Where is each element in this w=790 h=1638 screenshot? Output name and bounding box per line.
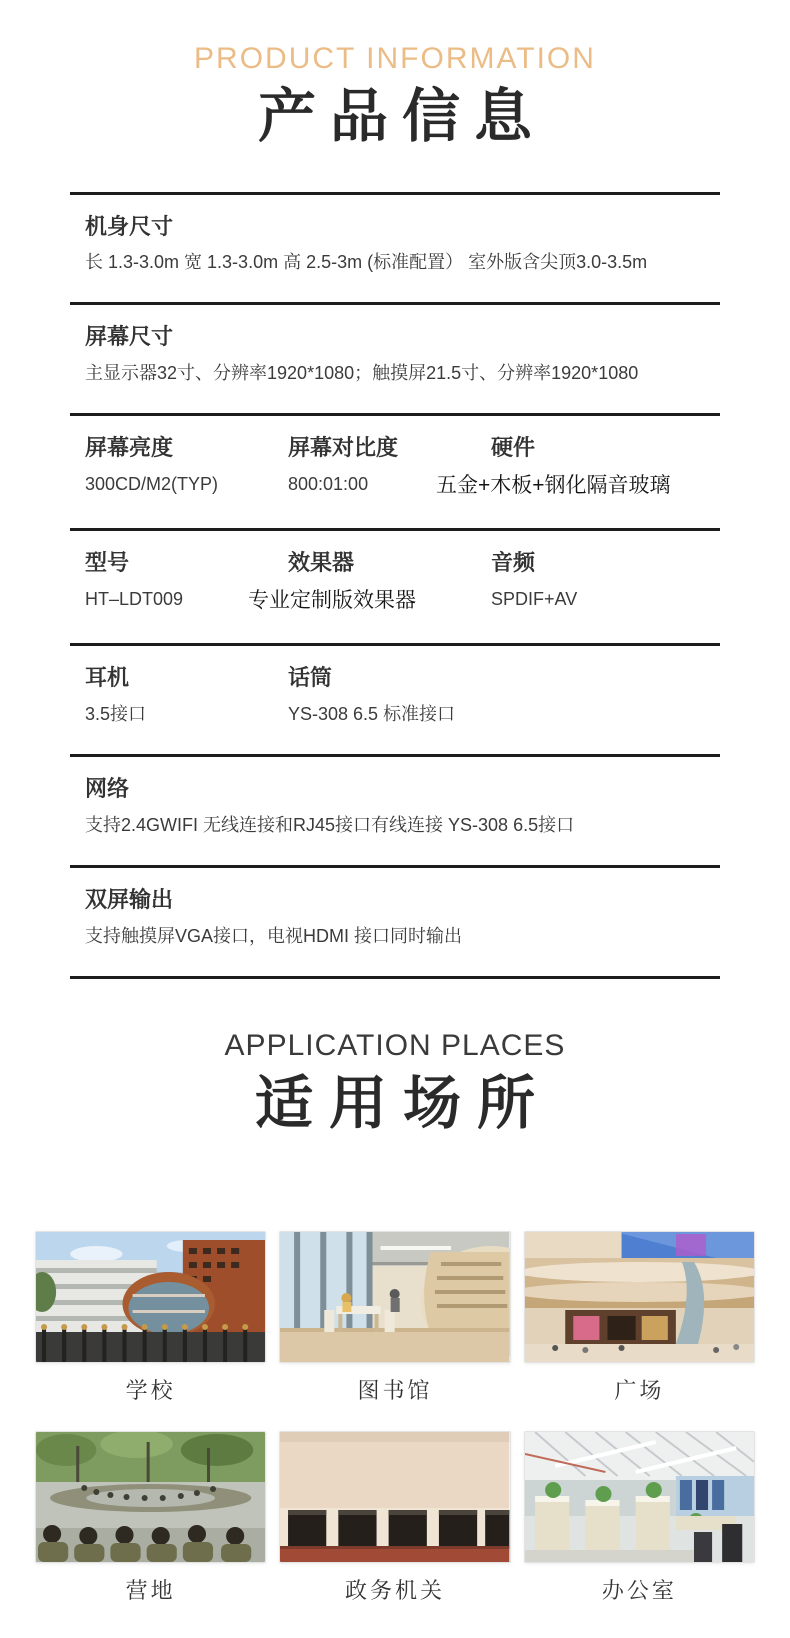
place-card-government (279, 1431, 510, 1605)
spec-value: SPDIF+AV (491, 588, 578, 609)
school-photo (35, 1231, 266, 1363)
product-info-header (0, 0, 790, 152)
spec-label: 网络 (85, 776, 130, 802)
spec-label: 型号 (85, 550, 130, 576)
spec-col-headphone (85, 664, 288, 726)
place-label-plaza: 广场 (614, 1377, 665, 1403)
spec-value: 支持触摸屏VGA接口，电视HDMI 接口同时输出 (85, 925, 463, 946)
spec-value: 主显示器32寸、分辨率1920*1080；触摸屏21.5寸、分辨率1920*1080 (85, 363, 639, 384)
spec-value: 专业定制版效果器 (248, 588, 416, 612)
spec-value: 五金+木板+钢化隔音玻璃 (436, 473, 671, 497)
office-illustration (525, 1432, 754, 1562)
spec-label: 双屏输出 (85, 887, 174, 913)
spec-label: 屏幕尺寸 (85, 324, 174, 350)
spec-label: 硬件 (491, 435, 536, 461)
spec-label: 话筒 (288, 665, 333, 691)
spec-col-hardware (436, 434, 705, 500)
spec-value: 支持2.4GWIFI 无线连接和RJ45接口有线连接 YS-308 6.5接口 (85, 814, 575, 835)
application-places-title: 适用场所 (254, 1070, 551, 1136)
place-label-school: 学校 (125, 1377, 176, 1403)
spec-label: 屏幕亮度 (85, 435, 174, 461)
product-info-subtitle-en: PRODUCT INFORMATION (194, 42, 596, 75)
place-card-plaza (524, 1231, 755, 1405)
plaza-illustration (525, 1232, 754, 1362)
spec-col-microphone (288, 664, 705, 726)
place-label-library: 图书馆 (357, 1377, 433, 1403)
spec-row-dual-screen (70, 868, 720, 976)
spec-label: 机身尺寸 (85, 213, 174, 239)
spec-col-effects (248, 549, 491, 615)
spec-row-body-size (70, 195, 720, 303)
spec-label: 音频 (491, 550, 536, 576)
government-illustration (280, 1432, 509, 1562)
place-card-school (35, 1231, 266, 1405)
application-places-grid (35, 1231, 755, 1605)
spec-row-model-effects-audio (70, 531, 720, 643)
application-places-subtitle-en: APPLICATION PLACES (224, 1028, 566, 1062)
spec-value: 300CD/M2(TYP) (85, 473, 219, 494)
spec-value: YS-308 6.5 标准接口 (288, 703, 456, 724)
camp-illustration (36, 1432, 265, 1562)
library-illustration (280, 1232, 509, 1362)
place-card-camp (35, 1431, 266, 1605)
spec-value: 800:01:00 (288, 473, 369, 494)
spec-row-brightness-contrast-hardware (70, 416, 720, 528)
place-label-office: 办公室 (601, 1577, 677, 1603)
government-office-photo (279, 1431, 510, 1563)
spec-col-brightness (85, 434, 288, 500)
spec-value: 长 1.3-3.0m 宽 1.3-3.0m 高 2.5-3m (标准配置） 室外版含尖顶3.0-3.5m (85, 252, 648, 273)
spec-value: 3.5接口 (85, 703, 147, 724)
library-photo (279, 1231, 510, 1363)
product-info-title: 产品信息 (257, 84, 546, 149)
spec-row-screen-size (70, 305, 720, 413)
divider (70, 976, 720, 979)
place-card-library (279, 1231, 510, 1405)
spec-label: 屏幕对比度 (288, 435, 399, 461)
spec-col-audio (491, 549, 705, 615)
spec-row-headphone-mic (70, 646, 720, 754)
place-label-government: 政务机关 (344, 1577, 445, 1603)
place-card-office (524, 1431, 755, 1605)
office-photo (524, 1431, 755, 1563)
camp-photo (35, 1431, 266, 1563)
spec-label: 效果器 (288, 550, 355, 576)
application-places-header (0, 1029, 790, 1139)
school-illustration (36, 1232, 265, 1362)
plaza-photo (524, 1231, 755, 1363)
spec-row-network (70, 757, 720, 865)
spec-table (70, 192, 720, 979)
spec-value: HT–LDT009 (85, 588, 184, 609)
place-label-camp: 营地 (125, 1577, 176, 1603)
spec-label: 耳机 (85, 665, 130, 691)
